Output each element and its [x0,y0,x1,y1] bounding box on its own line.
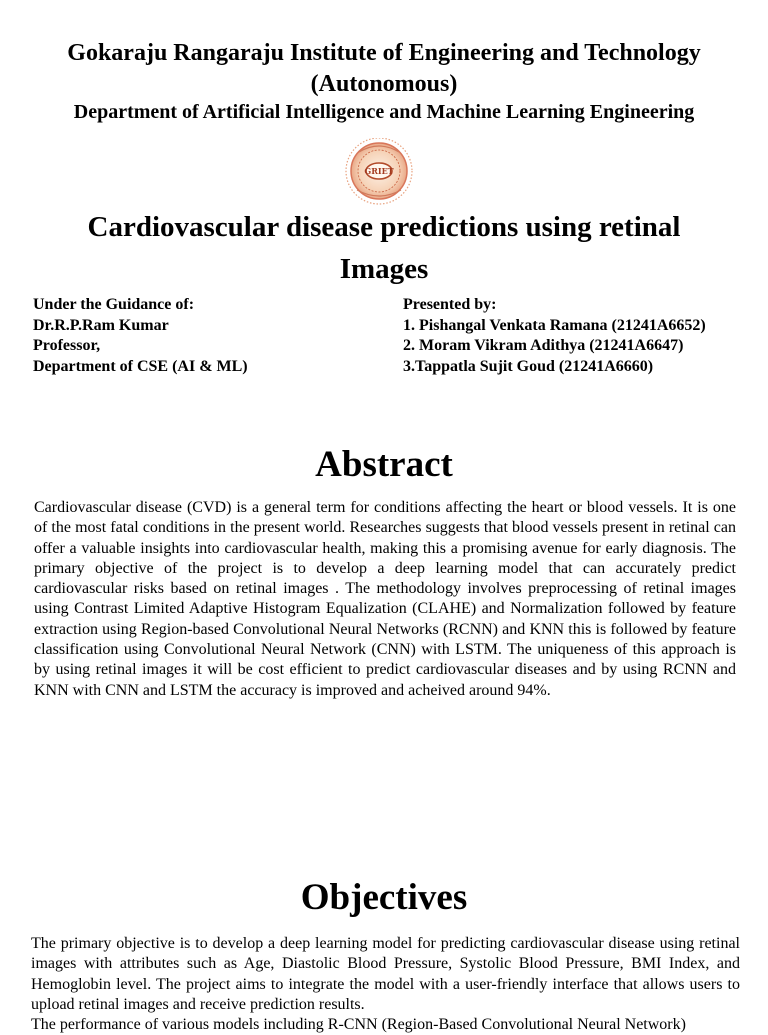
presenters-heading: Presented by: [403,296,497,313]
objectives-heading: Objectives [300,877,468,918]
guidance-heading: Under the Guidance of: [33,296,195,313]
presenter-item: 3.Tappatla Sujit Goud (21241A6660) [403,357,654,375]
presenters-block [403,295,748,377]
presenter-item: 2. Moram Vikram Adithya (21241A6647) [403,337,684,354]
guide-name: Dr.R.P.Ram Kumar [33,316,169,334]
seal-lettering: GRIET [364,166,394,176]
project-title: Cardiovascular disease predictions using retinal Images [87,211,681,285]
abstract-text: Cardiovascular disease (CVD) is a general term for conditions affecting the heart or blood vessels. It is one of the most fatal conditions in the present world. Researches suggests that blood vessels present in retinal can offer a valuable insights into cardiovascular health, making this a promising avenue for early diagnosis. The primary objective of the project is to develop a deep learning model that can accurately predict cardiovascular risks based on retinal images . The methodology involves preprocessing of retinal images using Contrast Limited Adaptive Histogram Equalization (CLAHE) and Normalization followed by feature extraction using Region-based Convolutional Neural Networks (RCNN) and KNN this is followed by feature classification using Convolutional Neural Network (CNN) with LSTM. The uniqueness of this approach is by using retinal images it will be cost efficient to predict cardiovascular diseases and by using RCNN and KNN with CNN and LSTM the accuracy is improved and acheived around 94%. [34,499,736,699]
department-name: Department of Artificial Intelligence and Machine Learning Engineering [73,101,695,123]
objectives-paragraph: The performance of various models including R-CNN (Region-Based Convolutional Neural Network) [31,1016,686,1034]
presenter-item: 1. Pishangal Venkata Ramana (21241A6652) [403,316,706,334]
guidance-block [33,295,373,377]
objectives-text [31,934,740,1035]
guide-designation: Professor, [33,337,101,354]
abstract-heading: Abstract [315,444,453,485]
guide-department: Department of CSE (AI & ML) [33,357,248,375]
institute-name: Gokaraju Rangaraju Institute of Engineering and Technology (Autonomous) [67,40,701,97]
objectives-paragraph: The primary objective is to develop a deep learning model for predicting cardiovascular disease using retinal images with attributes such as Age, Diastolic Blood Pressure, Systolic Blood Pressure, BMI Index, and Hemoglobin level. The project aims to integrate the model with a user-friendly interface that allows users to upload retinal images and receive prediction results. [31,935,740,1013]
college-seal-logo [343,138,415,206]
